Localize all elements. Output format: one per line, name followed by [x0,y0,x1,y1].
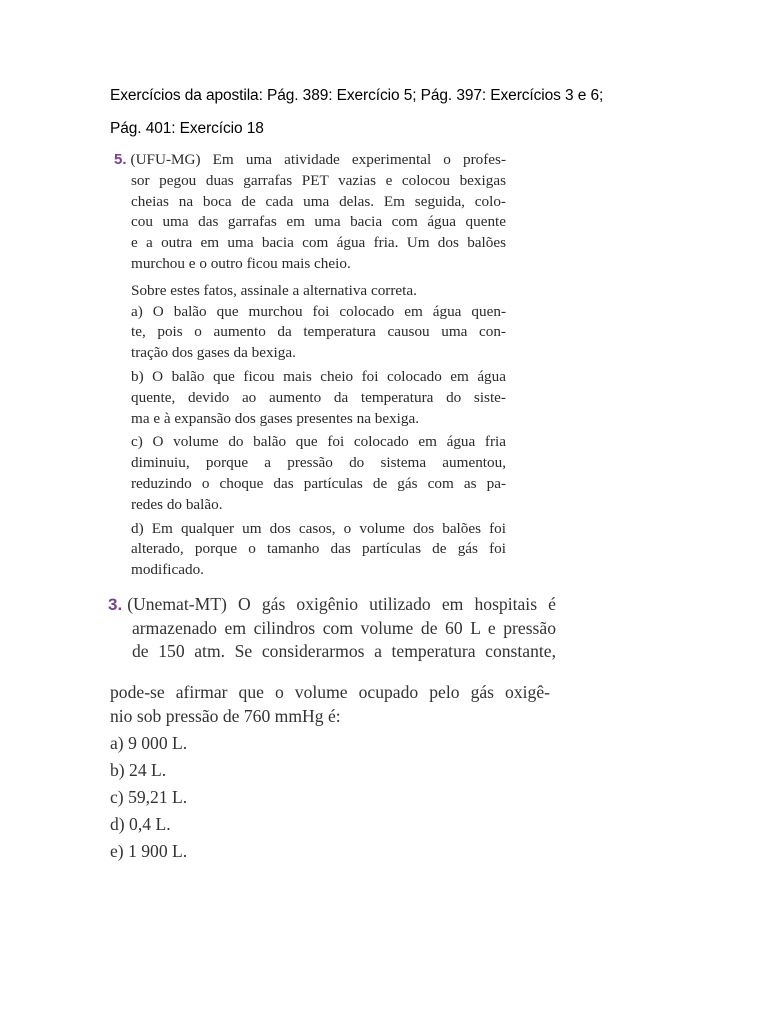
exercise-5-option-a-line: te, pois o aumento da temperatura causou uma con- [131,323,506,341]
exercise-5-stem-line: 5. (UFU-MG) Em uma atividade experimental o profes- [114,151,506,168]
exercise-3-number: 3. [108,595,123,614]
assignment-header-line-2: Pág. 401: Exercício 18 [110,120,264,137]
exercise-5-option-a-line: tração dos gases da bexiga. [131,344,296,362]
exercise-3-continuation [110,681,550,863]
exercise-5-option-d-line: alterado, porque o tamanho das partículas de gás foi [131,540,506,558]
exercise-5-option-a-line: a) O balão que murchou foi colocado em água quen- [131,302,506,320]
assignment-header-line-1: Exercícios da apostila: Pág. 389: Exercício 5; Pág. 397: Exercícios 3 e 6; [110,87,604,104]
exercise-5-option-b-line: ma e à expansão dos gases presentes na bexiga. [131,409,420,427]
exercise-3-stem-cont-line: pode-se afirmar que o volume ocupado pelo gás oxigê- [110,682,550,702]
exercise-5-option-c-line: diminuiu, porque a pressão do sistema aumentou, [131,454,506,472]
exercise-5-option-d-line: d) Em qualquer um dos casos, o volume dos balões foi [131,519,506,537]
exercise-3-option-c: c) 59,21 L. [110,786,188,807]
exercise-3-stem-cont-line: nio sob pressão de 760 mmHg é: [110,705,341,726]
exercise-5-stem-line: cheias na boca de cada uma delas. Em seguida, colo- [131,192,506,210]
exercise-5-number: 5. [114,151,127,168]
exercise-5-instruction: Sobre estes fatos, assinale a alternativa correta. [131,281,417,299]
exercise-3-stem-line: armazenado em cilindros com volume de 60 L e pressão [132,617,556,638]
exercise-3-option-b: b) 24 L. [110,759,167,780]
exercise-5-stem-line: sor pegou duas garrafas PET vazias e colocou bexigas [131,171,506,189]
exercise-3-option-a: a) 9 000 L. [110,733,188,753]
exercise-5-stem-line: cou uma das garrafas em uma bacia com água quente [131,213,506,231]
exercise-5-stem-line: e a outra em uma bacia com água fria. Um dos balões [131,234,506,252]
exercise-3-stem-line: 3. (Unemat-MT) O gás oxigênio utilizado em hospitais é [108,594,556,614]
exercise-5-option-c-line: reduzindo o choque das partículas de gás com as pa- [131,474,506,492]
exercise-5-option-c-line: c) O volume do balão que foi colocado em água fria [131,433,506,451]
exercise-5-option-b-line: quente, devido ao aumento da temperatura do siste- [131,388,506,406]
exercise-3-option-e: e) 1 900 L. [110,840,188,861]
exercise-3-option-d: d) 0,4 L. [110,813,171,834]
exercise-3-options [110,732,550,863]
exercise-3-stem-line: de 150 atm. Se considerarmos a temperatura constante, [132,641,556,661]
exercise-5-block [114,150,506,581]
exercise-5-option-c-line: redes do balão. [131,495,223,513]
exercise-3-block [108,593,556,664]
exercise-5-stem-line: murchou e o outro ficou mais cheio. [131,254,351,272]
exercise-5-option-b-line: b) O balão que ficou mais cheio foi colocado em água [131,367,506,385]
exercise-5-option-d-line: modificado. [131,561,204,579]
